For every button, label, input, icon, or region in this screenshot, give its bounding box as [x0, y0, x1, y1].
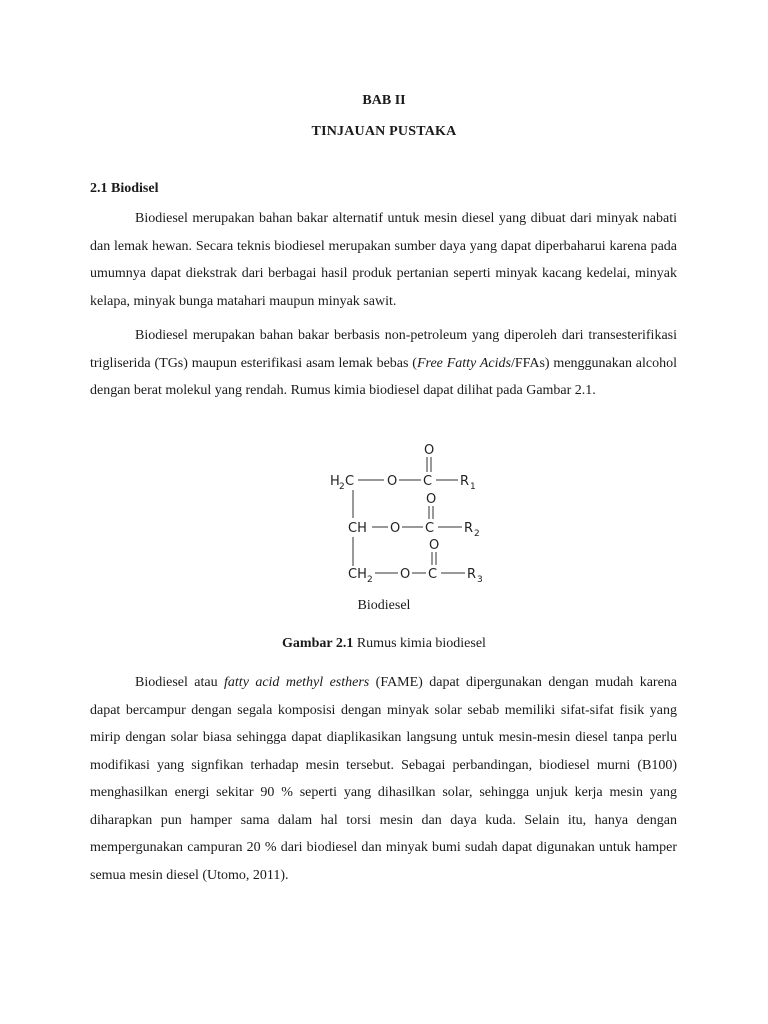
row1-oxygen: O	[387, 474, 398, 489]
chapter-title: TINJAUAN PUSTAKA	[311, 124, 457, 139]
row1-carbonyl-o: O	[424, 443, 435, 458]
row1-r: R	[460, 474, 470, 489]
row1-h: H	[330, 474, 340, 489]
section-heading: 2.1 Biodisel	[90, 181, 159, 196]
row2-ch: CH	[348, 521, 367, 536]
figure-name: Biodiesel	[357, 598, 411, 613]
figure-caption-label: Gambar 2.1	[282, 636, 354, 651]
paragraph-fame-text-1: Biodiesel atau	[135, 675, 225, 690]
paragraph-intro: Biodiesel merupakan bahan bakar alternatif untuk mesin diesel yang dibuat dari minyak nabati dan lemak hewan. Secara teknis biodiesel merupakan sumber daya yang dapat diperbaharui karena pada umumnya dapat diekstrak dari berbagai hasil produk pertanian seperti minyak kacang kedelai, minyak kelapa, minyak bunga matahari maupun minyak sawit.	[90, 211, 677, 309]
figure-caption-text: Rumus kimia biodiesel	[353, 636, 486, 651]
row2-carbonyl-o: O	[426, 492, 437, 507]
row2-r-subscript: 2	[474, 529, 480, 539]
row2-r: R	[464, 521, 474, 536]
paragraph-fame	[90, 669, 677, 889]
row3-carbonyl-c: C	[428, 567, 438, 582]
paragraph-fame-text-2: (FAME) dapat dipergunakan dengan mudah karena dapat bercampur dengan segala komposisi dengan minyak solar sebab memiliki sifat-sifat fisik yang mirip dengan solar biasa sehingga dapat diaplikasikan langsung untuk mesin-mesin diesel tanpa perlu modifikasi yang signfikan terhadap mesin tersebut. Sebagai perbandingan, biodiesel murni (B100) menghasilkan energi sekitar 90 % seperti yang dihasilkan solar, sehingga unjuk kerja mesin yang diharapkan pun hamper sama dalam hal torsi mesin dan daya kuda. Selain itu, hanya dengan mempergunakan campuran 20 % dari biodiesel dan minyak bumi sudah dapat digunakan untuk hamper semua mesin diesel (Utomo, 2011).	[90, 675, 678, 883]
row2-carbonyl-c: C	[425, 521, 435, 536]
paragraph-definition	[90, 322, 677, 405]
biodiesel-structure-diagram	[320, 440, 490, 588]
row2-oxygen: O	[390, 521, 401, 536]
paragraph-definition-italic: Free Fatty Acids	[416, 355, 511, 371]
row1-r-subscript: 1	[470, 482, 476, 492]
biodiesel-structure-figure	[320, 440, 490, 588]
paragraph-fame-italic: fatty acid methyl esthers	[224, 675, 370, 690]
paragraph-definition-text-1: Biodiesel merupakan bahan bakar berbasis non-petroleum yang diperoleh dari transesterifikasi trigliserida (TGs) maupun esterifikasi asam lemak bebas (	[90, 328, 677, 371]
row1-h-subscript: 2	[339, 482, 345, 492]
row1-c: C	[345, 474, 355, 489]
row3-r-subscript: 3	[477, 575, 483, 585]
row3-carbonyl-o: O	[429, 538, 440, 553]
figure-caption	[0, 636, 768, 652]
chapter-label: BAB II	[362, 93, 406, 108]
row3-r: R	[467, 567, 477, 582]
row3-ch: CH	[348, 567, 367, 582]
row3-ch-subscript: 2	[367, 575, 373, 585]
paragraph-definition-text-2: /FFAs) menggunakan alcohol dengan berat molekul yang rendah. Rumus kimia biodiesel dapat dilihat pada Gambar 2.1.	[90, 355, 678, 398]
row1-carbonyl-c: C	[423, 474, 433, 489]
row3-oxygen: O	[400, 567, 411, 582]
